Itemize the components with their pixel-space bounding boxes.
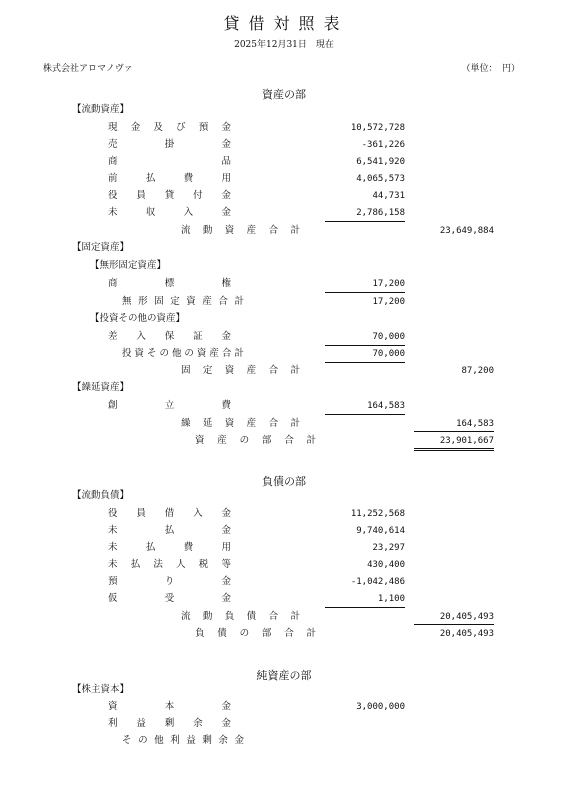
document-title: 貸借対照表	[223, 14, 349, 33]
asset-row-merchandise	[0, 155, 568, 172]
liability-row-accounts-payable	[0, 524, 568, 541]
line-item-amount: 11,252,568	[350, 509, 405, 519]
double-underline	[414, 448, 494, 449]
current-assets-total-row	[0, 224, 568, 241]
underline	[414, 431, 494, 432]
line-item-amount: 23,297	[372, 543, 405, 553]
line-item-amount: 4,065,573	[356, 174, 405, 184]
equity-row-retained-earnings	[0, 717, 568, 734]
line-item-label: 役 員 貸 付 金	[108, 190, 231, 201]
total-label: 負 債 の 部 合 計	[195, 628, 316, 639]
liability-row-officer-borrowings	[0, 507, 568, 524]
asset-row-trademark	[0, 277, 568, 294]
total-label: 資 産 の 部 合 計	[195, 435, 316, 446]
asset-row-receivables	[0, 138, 568, 155]
line-item-label: 前 払 費 用	[108, 173, 231, 184]
line-item-amount: 9,740,614	[356, 526, 405, 536]
subtotal-amount: 70,000	[372, 349, 405, 359]
line-item-amount: -361,226	[361, 140, 405, 150]
line-item-label: 預 り 金	[108, 576, 231, 587]
total-amount: 23,901,667	[439, 436, 494, 446]
subtotal-label: 無 形 固 定 資 産 合 計	[122, 296, 244, 307]
investments-total-row	[0, 347, 568, 364]
current-assets-category: 【流動資産】	[72, 104, 130, 115]
as-of-date: 2025年12月31日 現在	[234, 40, 334, 50]
subtotal-amount: 87,200	[461, 366, 494, 376]
line-item-label: 商 品	[108, 156, 231, 167]
line-item-amount: 44,731	[372, 191, 405, 201]
liability-row-deposits-received	[0, 575, 568, 592]
line-item-label: 未 払 金	[108, 525, 231, 536]
subtotal-label: 繰 延 資 産 合 計	[181, 418, 300, 429]
line-item-amount: 164,583	[367, 401, 405, 411]
equity-category: 【株主資本】	[72, 684, 130, 695]
underline	[325, 345, 405, 346]
liabilities-total-row	[0, 627, 568, 644]
underline	[414, 624, 494, 625]
fixed-assets-category: 【固定資産】	[72, 242, 130, 253]
fixed-assets-total-row	[0, 364, 568, 381]
asset-row-cash	[0, 121, 568, 138]
line-item-amount: 6,541,920	[356, 157, 405, 167]
double-underline	[414, 450, 494, 451]
line-item-label: 資 本 金	[108, 701, 231, 712]
total-amount: 20,405,493	[439, 629, 494, 639]
assets-heading: 資産の部	[262, 88, 306, 101]
line-item-amount: 3,000,000	[356, 702, 405, 712]
subtotal-label: 流 動 資 産 合 計	[181, 225, 300, 236]
company-name: 株式会社アロマノヴァ	[43, 64, 133, 74]
line-item-label: 差 入 保 証 金	[108, 331, 231, 342]
line-item-amount: 1,100	[377, 594, 405, 604]
asset-row-prepaid	[0, 172, 568, 189]
intangible-assets-category: 【無形固定資産】	[90, 260, 167, 271]
line-item-label: 商 標 権	[108, 278, 231, 289]
liability-row-suspense-receipts	[0, 592, 568, 609]
liability-row-accrued-expenses	[0, 541, 568, 558]
line-item-label: 利 益 剰 余 金	[108, 718, 231, 729]
liability-row-income-taxes	[0, 558, 568, 575]
subtotal-label: 流 動 負 債 合 計	[181, 611, 300, 622]
subtotal-amount: 17,200	[372, 297, 405, 307]
line-item-label: そ の 他 利 益 剰 余 金	[122, 735, 244, 746]
liabilities-heading: 負債の部	[262, 475, 306, 488]
line-item-amount: 2,786,158	[356, 208, 405, 218]
underline	[325, 221, 405, 222]
line-item-amount: -1,042,486	[350, 577, 405, 587]
net-assets-heading: 純資産の部	[256, 669, 312, 682]
unit-label: （単位： 円）	[461, 64, 520, 74]
line-item-label: 未 収 入 金	[108, 207, 231, 218]
asset-row-accrued-income	[0, 206, 568, 223]
line-item-label: 現 金 及 び 預 金	[108, 122, 231, 133]
asset-row-officer-loans	[0, 189, 568, 206]
asset-row-deposit	[0, 330, 568, 347]
equity-row-capital	[0, 700, 568, 717]
underline	[325, 292, 405, 293]
underline	[325, 362, 405, 363]
underline	[325, 414, 405, 415]
line-item-label: 売 掛 金	[108, 139, 231, 150]
line-item-label: 未 払 法 人 税 等	[108, 559, 231, 570]
underline	[325, 607, 405, 608]
line-item-amount: 70,000	[372, 332, 405, 342]
asset-row-organization-costs	[0, 399, 568, 416]
subtotal-label: 固 定 資 産 合 計	[181, 365, 300, 376]
subtotal-amount: 164,583	[456, 419, 494, 429]
line-item-amount: 430,400	[367, 560, 405, 570]
subtotal-label: 投 資 そ の 他 の 資 産 合 計	[122, 348, 244, 359]
subtotal-amount: 23,649,884	[439, 226, 494, 236]
line-item-amount: 10,572,728	[350, 123, 405, 133]
line-item-amount: 17,200	[372, 279, 405, 289]
current-liabilities-category: 【流動負債】	[72, 490, 130, 501]
intangible-total-row	[0, 295, 568, 312]
subtotal-amount: 20,405,493	[439, 612, 494, 622]
investments-category: 【投資その他の資産】	[90, 313, 186, 324]
deferred-assets-category: 【繰延資産】	[72, 382, 130, 393]
line-item-label: 創 立 費	[108, 400, 231, 411]
equity-row-other-retained-earnings	[0, 734, 568, 751]
line-item-label: 役 員 借 入 金	[108, 508, 231, 519]
line-item-label: 未 払 費 用	[108, 542, 231, 553]
line-item-label: 仮 受 金	[108, 593, 231, 604]
